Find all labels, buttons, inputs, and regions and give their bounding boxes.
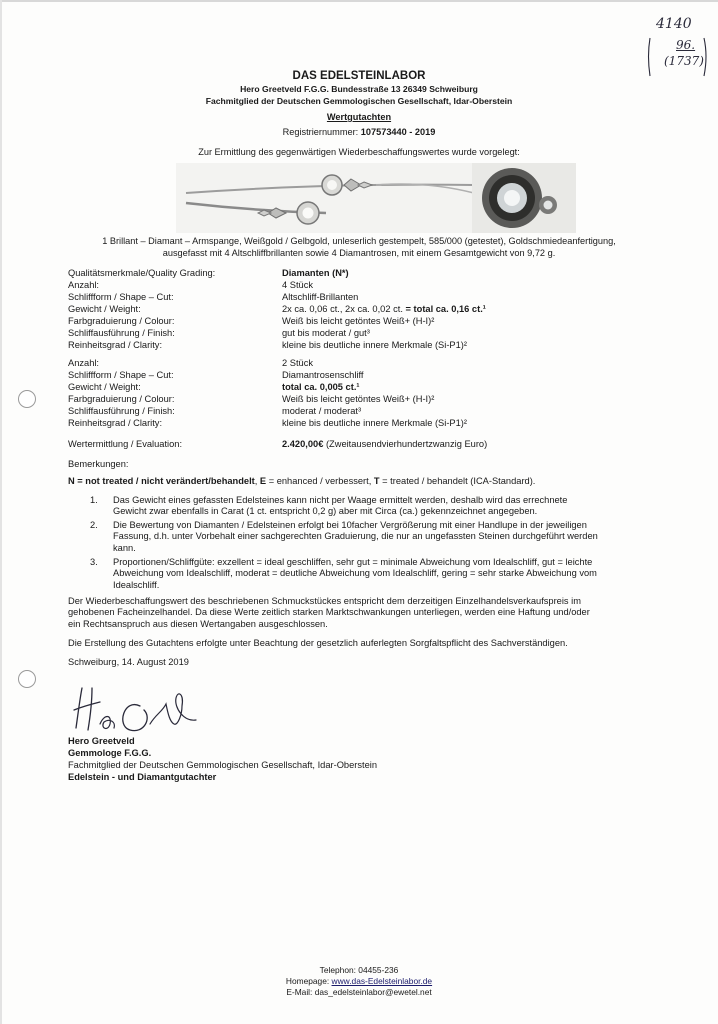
grading2-label-colour: Farbgraduierung / Colour: <box>68 394 175 404</box>
note-line: kann. <box>113 542 136 553</box>
lab-membership: Fachmitglied der Deutschen Gemmologischen Gesellschaft, Idar-Oberstein <box>205 96 513 106</box>
grading-value-weight <box>282 304 486 314</box>
lab-address: Hero Greetveld F.G.G. Bundesstraße 13 26349 Schweiburg <box>240 84 478 94</box>
note-line: Idealschliff. <box>113 579 160 590</box>
grading-value-colour: Weiß bis leicht getöntes Weiß+ (H-I)² <box>282 316 435 326</box>
handwritten-note-bottom: (1737) <box>664 54 704 68</box>
signatory-name: Hero Greetveld <box>68 736 135 746</box>
legend-t-key: T <box>373 476 380 486</box>
footer-homepage-link[interactable]: www.das-Edelsteinlabor.de <box>331 976 433 986</box>
treatment-legend <box>68 476 535 486</box>
signatory-role: Edelstein - und Diamantgutachter <box>68 772 217 782</box>
note-line: Fassung, d.h. unter Vorbehalt einer sachgerechten Graduierung, die nur an ungefassten Steinen durchgeführt werden <box>113 531 598 542</box>
remarks-heading: Bemerkungen: <box>68 459 129 469</box>
grading2-value-finish: moderat / moderat³ <box>282 406 362 416</box>
item-description-line2: ausgefasst mit 4 Altschliffbrillanten sowie 4 Diamantrosen, mit einem Gesamtgewicht von 9,72 g. <box>162 248 556 258</box>
note-line: Das Gewicht eines gefassten Edelsteines kann nicht per Waage ermittelt werden, deshalb wird das errechnete <box>113 495 568 505</box>
note-text <box>113 557 673 591</box>
note-line: Abweichung vom Idealschliff, moderat = deutliche Abweichung vom Idealschliff, gering = sehr starke Abweichung vom <box>113 568 597 579</box>
grading2-label-shape: Schliffform / Shape – Cut: <box>68 370 174 380</box>
grading2-label-count: Anzahl: <box>68 358 100 368</box>
footer-phone: Telephon: 04455-236 <box>319 965 399 975</box>
note-line: Gewicht zwar ebenfalls in Carat (1 ct. entspricht 0,2 g) aber mit Circa (ca.) gekennzeichnet angegeben. <box>113 506 538 517</box>
grading-value-weight-detail: 2x ca. 0,06 ct., 2x ca. 0,02 ct. <box>282 304 403 314</box>
legend-e-key: E <box>259 476 267 486</box>
punch-hole-upper <box>18 390 36 408</box>
note-number: 3. <box>90 557 98 567</box>
grading2-label-weight: Gewicht / Weight: <box>68 382 141 392</box>
note-number: 2. <box>90 520 98 530</box>
signatory-membership: Fachmitglied der Deutschen Gemmologischen Gesellschaft, Idar-Oberstein <box>68 760 378 770</box>
registration-number: 107573440 - 2019 <box>360 127 436 137</box>
grading-value-count: 4 Stück <box>282 280 314 290</box>
grading2-value-shape: Diamantrosenschliff <box>282 370 364 380</box>
grading2-value-count: 2 Stück <box>282 358 314 368</box>
evaluation-value-line <box>282 439 487 449</box>
handwritten-note-mid: 96. <box>676 38 696 52</box>
evaluation-label: Wertermittlung / Evaluation: <box>68 439 183 449</box>
item-description-line1: 1 Brillant – Diamant – Armspange, Weißgold / Gelbgold, unleserlich gestempelt, 585/000 (getestet), Goldschmiedeanfertigung, <box>102 236 616 246</box>
grading-label-colour: Farbgraduierung / Colour: <box>68 316 175 326</box>
grading2-label-finish: Schliffausführung / Finish: <box>68 406 175 416</box>
grading-value-clarity: kleine bis deutliche innere Merkmale (Si-P1)² <box>282 340 467 350</box>
grading2-value-clarity: kleine bis deutliche innere Merkmale (Si-P1)² <box>282 418 467 428</box>
grading-label-clarity: Reinheitsgrad / Clarity: <box>68 340 163 350</box>
lab-title: DAS EDELSTEINLABOR <box>292 70 426 82</box>
grading2-value-colour: Weiß bis leicht getöntes Weiß+ (H-I)² <box>282 394 435 404</box>
place-date: Schweiburg, 14. August 2019 <box>68 657 189 667</box>
handwritten-note-top: 4140 <box>656 16 692 32</box>
grading2-value-weight: total ca. 0,005 ct.¹ <box>282 382 360 392</box>
note-text <box>113 495 673 518</box>
registration-label: Registriernummer: <box>282 127 359 137</box>
signatory-title: Gemmologe F.G.G. <box>68 748 152 758</box>
grading-value-weight-total: = total ca. 0,16 ct.¹ <box>405 304 486 314</box>
grading-label-count: Anzahl: <box>68 280 100 290</box>
scan-edge-top <box>0 0 718 2</box>
grading-value-finish: gut bis moderat / gut³ <box>282 328 370 338</box>
grading-label-shape: Schliffform / Shape – Cut: <box>68 292 174 302</box>
note-text <box>113 520 673 554</box>
note-line: Proportionen/Schliffgüte: exzellent = ideal geschliffen, sehr gut = minimale Abweichung vom Idealschliff, gut = leichte <box>113 557 593 567</box>
note-line: Die Bewertung von Diamanten / Edelsteinen erfolgt bei 10facher Vergrößerung mit einer Handlupe in der jeweiligen <box>113 520 587 530</box>
bangle-photo <box>176 163 576 233</box>
liability-paragraph <box>68 596 668 630</box>
legend-n-sep: , <box>254 476 260 486</box>
grading2-label-clarity: Reinheitsgrad / Clarity: <box>68 418 163 428</box>
note-number: 1. <box>90 495 98 505</box>
legend-n: N = not treated / nicht verändert/behandelt <box>68 476 255 486</box>
handwritten-signature <box>70 684 200 736</box>
evaluation-value: 2.420,00€ <box>282 439 324 449</box>
registration-line <box>0 127 718 137</box>
punch-hole-lower <box>18 670 36 688</box>
liability-line: gehobenen Facheinzelhandel. Da diese Werte zeitlich starken Marktschwankungen unterliegen, werden eine Haftung und/oder <box>68 607 590 618</box>
footer-email[interactable]: E-Mail: das_edelsteinlabor@ewetel.net <box>286 987 432 997</box>
legend-e: = enhanced / verbessert, <box>266 476 374 486</box>
footer-homepage-line <box>0 976 718 986</box>
footer-homepage-label: Homepage: <box>285 976 332 986</box>
diligence-paragraph: Die Erstellung des Gutachtens erfolgte unter Beachtung der gesetzlich auferlegten Sorgfaltspflicht des Sachverständigen. <box>68 638 568 648</box>
grading-label-weight: Gewicht / Weight: <box>68 304 141 314</box>
evaluation-words: (Zweitausendvierhundertzwanzig Euro) <box>325 439 488 449</box>
grading-value-quality: Diamanten (N*) <box>282 268 349 278</box>
liability-line: ein Rechtsanspruch aus diesen Wertangaben ausgeschlossen. <box>68 618 328 629</box>
liability-line: Der Wiederbeschaffungswert des beschriebenen Schmuckstückes entspricht dem derzeitigen Einzelhandelsverkaufspreis im <box>68 596 581 606</box>
grading-value-shape: Altschliff-Brillanten <box>282 292 359 302</box>
document-type: Wertgutachten <box>326 112 392 122</box>
intro-text: Zur Ermittlung des gegenwärtigen Wiederbeschaffungswertes wurde vorgelegt: <box>198 147 520 157</box>
legend-t: = treated / behandelt (ICA-Standard). <box>379 476 536 486</box>
grading-label-quality: Qualitätsmerkmale/Quality Grading: <box>68 268 216 278</box>
grading-label-finish: Schliffausführung / Finish: <box>68 328 175 338</box>
